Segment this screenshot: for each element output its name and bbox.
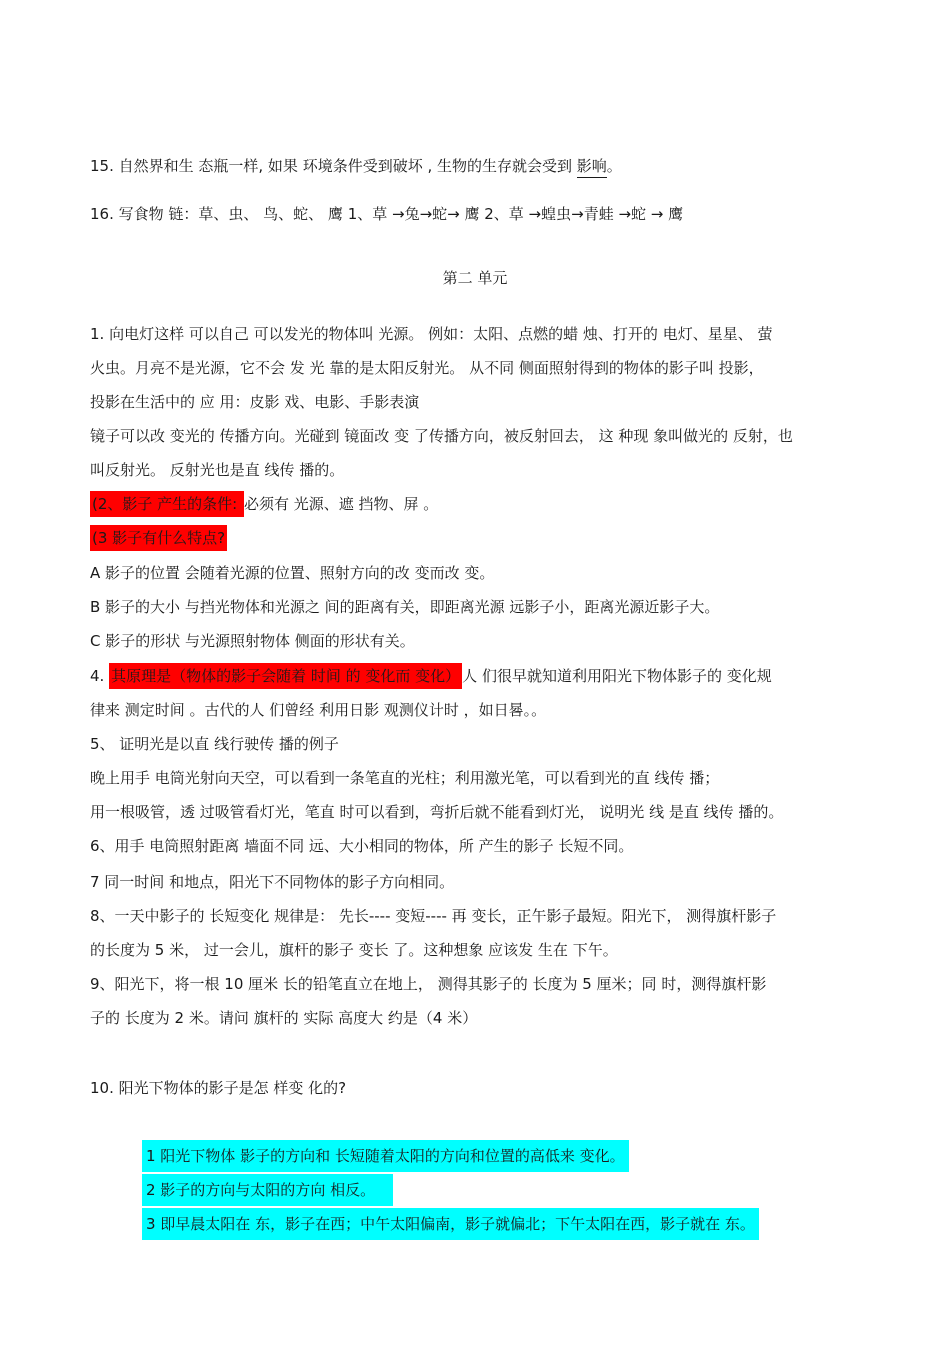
item-3-highlight: (3 影子有什么特点?: [90, 525, 227, 551]
item-4: [90, 666, 870, 686]
item-15-end: 。: [606, 157, 622, 175]
answer-2: [142, 1174, 922, 1206]
item-1-line-2: 火虫。月亮不是光源，它不会 发 光 靠的是太阳反射光。 从不同 侧面照射得到的物体的影子叫 投影，: [90, 359, 764, 377]
item-5-line-2: 用一根吸管，透 过吸管看灯光，笔直 时可以看到，弯折后就不能看到灯光， 说明光 线 是直 线传 播的。: [90, 803, 784, 821]
item-1-line-5: 叫反射光。 反射光也是直 线传 播的。: [90, 461, 345, 479]
item-a: A 影子的位置 会随着光源的位置、照射方向的改 变而改 变。: [90, 564, 495, 582]
item-1-line-1: 1. 向电灯这样 可以自己 可以发光的物体叫 光源。 例如：太阳、点燃的蜡 烛、打开的 电灯、星星、 萤: [90, 325, 773, 343]
item-16: 16. 写食物 链：草、虫、 鸟、蛇、 鹰 1、草 →兔→蛇→ 鹰 2、草 →蝗虫→青蛙 →蛇 → 鹰: [90, 205, 684, 223]
answer-3: [142, 1208, 922, 1240]
item-4-highlight: 其原理是（物体的影子会随着 时间 的 变化而 变化）: [109, 663, 462, 689]
item-9-line-1: 9、阳光下，将一根 10 厘米 长的铅笔直立在地上， 测得其影子的 长度为 5 厘米；同 时，测得旗杆影: [90, 975, 767, 993]
item-9-line-2: 子的 长度为 2 米。请问 旗杆的 实际 高度大 约是（4 米）: [90, 1009, 478, 1027]
item-2: [90, 494, 870, 514]
item-1-line-3: 投影在生活中的 应 用：皮影 戏、电影、手影表演: [90, 393, 420, 411]
item-8-line-1: 8、一天中影子的 长短变化 规律是： 先长---- 变短---- 再 变长，正午影子最短。阳光下， 测得旗杆影子: [90, 907, 777, 925]
item-15-text: 15. 自然界和生 态瓶一样, 如果 环境条件受到破坏 , 生物的生存就会受到: [90, 157, 577, 175]
answer-1: [142, 1140, 922, 1172]
item-15: [90, 156, 870, 176]
item-4-cont: 律来 测定时间 。古代的人 们曾经 利用日影 观测仪计时 ，如日晷。。: [90, 701, 547, 719]
item-10-title: 10. 阳光下物体的影子是怎 样变 化的?: [90, 1079, 347, 1097]
item-7: 7 同一时间 和地点，阳光下不同物体的影子方向相同。: [90, 873, 455, 891]
item-2-highlight: (2、影子 产生的条件:: [90, 491, 244, 517]
item-4-prefix: 4.: [90, 667, 110, 685]
item-c: C 影子的形状 与光源照射物体 侧面的形状有关。: [90, 632, 415, 650]
item-3: [90, 528, 870, 548]
item-8-line-2: 的长度为 5 米， 过一会儿，旗杆的影子 变长 了。这种想象 应该发 生在 下午。: [90, 941, 618, 959]
item-15-underlined: 影响: [577, 157, 607, 178]
item-5-line-1: 晚上用手 电筒光射向天空，可以看到一条笔直的光柱；利用激光笔，可以看到光的直 线传 播；: [90, 769, 720, 787]
item-2-text: 必须有 光源、遮 挡物、屏 。: [244, 495, 439, 513]
answer-1-highlight: 1 阳光下物体 影子的方向和 长短随着太阳的方向和位置的高低来 变化。: [142, 1140, 629, 1172]
item-4-text: 人 们很早就知道利用阳光下物体影子的 变化规: [462, 667, 772, 685]
section-title: 第二 单元: [442, 269, 508, 287]
item-b: B 影子的大小 与挡光物体和光源之 间的距离有关，即距离光源 远影子小，距离光源近影子大。: [90, 598, 720, 616]
answer-3-highlight: 3 即早晨太阳在 东，影子在西；中午太阳偏南，影子就偏北；下午太阳在西，影子就在 东。: [142, 1208, 759, 1240]
item-6: 6、用手 电筒照射距离 墙面不同 远、大小相同的物体，所 产生的影子 长短不同。: [90, 837, 634, 855]
answer-2-highlight: 2 影子的方向与太阳的方向 相反。: [142, 1174, 393, 1206]
item-5-title: 5、 证明光是以直 线行驶传 播的例子: [90, 735, 339, 753]
item-1-line-4: 镜子可以改 变光的 传播方向。光碰到 镜面改 变 了传播方向，被反射回去， 这 种现 象叫做光的 反射，也: [90, 427, 793, 445]
